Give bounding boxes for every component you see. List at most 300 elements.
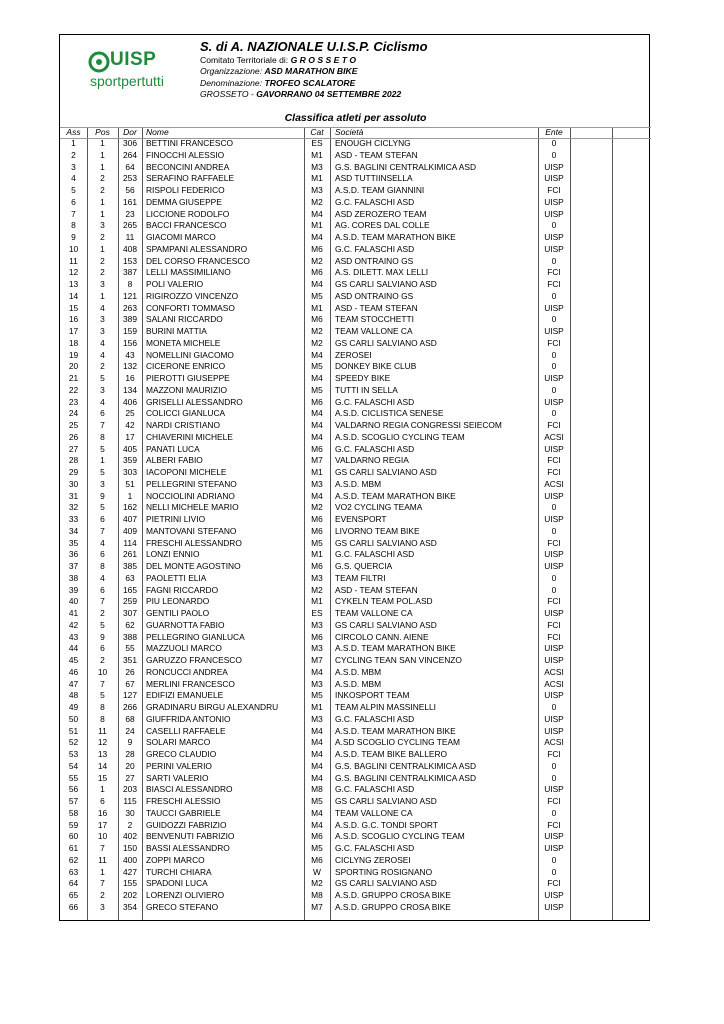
place-date: GAVORRANO 04 SETTEMBRE 2022 xyxy=(256,88,402,99)
cell-societa: CICLYNG ZEROSEI xyxy=(335,854,411,865)
cell-cat: M2 xyxy=(311,878,323,889)
cell-pos: 9 xyxy=(100,490,105,501)
cell-ente: 0 xyxy=(551,572,557,583)
cell-ass: 10 xyxy=(68,243,79,254)
cell-dor: 389 xyxy=(123,314,137,325)
cell-ente: UISP xyxy=(544,232,564,242)
cell-cat: W xyxy=(313,866,321,877)
cell-pos: 7 xyxy=(100,843,105,853)
cell-ass: 27 xyxy=(68,443,79,454)
cell-nome: RONCUCCI ANDREA xyxy=(146,666,228,677)
denomination-label: Denominazione: xyxy=(200,77,263,88)
cell-ass: 64 xyxy=(68,878,79,889)
cell-ente: UISP xyxy=(544,643,564,654)
table-row xyxy=(60,326,651,338)
cell-pos: 8 xyxy=(100,713,105,724)
cell-ass: 39 xyxy=(68,584,79,595)
cell-ente: UISP xyxy=(544,173,564,184)
cell-societa: EVENSPORT xyxy=(335,514,387,524)
cell-nome: FRESCHI ALESSIO xyxy=(146,796,221,806)
cell-dor: 8 xyxy=(127,279,133,289)
table-row xyxy=(60,714,651,726)
cell-ente: 0 xyxy=(551,255,557,266)
cell-ass: 18 xyxy=(68,337,79,348)
cell-societa: VALDARNO REGIA xyxy=(335,455,409,466)
grid-line xyxy=(538,127,539,920)
table-row xyxy=(60,726,651,738)
cell-dor: 156 xyxy=(123,337,137,348)
cell-pos: 6 xyxy=(100,584,105,595)
logo-tagline: sportpertutti xyxy=(90,73,164,89)
cell-pos: 6 xyxy=(100,643,105,654)
cell-pos: 15 xyxy=(97,772,108,783)
cell-pos: 1 xyxy=(100,196,105,207)
cell-cat: M4 xyxy=(311,349,323,360)
cell-ass: 2 xyxy=(71,149,76,160)
cell-ass: 34 xyxy=(68,525,79,536)
table-row xyxy=(60,408,651,420)
cell-dor: 115 xyxy=(123,796,137,806)
cell-dor: 427 xyxy=(123,866,137,877)
cell-societa: G.S. QUERCIA xyxy=(335,561,393,571)
cell-ente: UISP xyxy=(544,196,564,207)
cell-nome: MONETA MICHELE xyxy=(146,337,221,348)
cell-ente: FCI xyxy=(547,619,561,630)
cell-pos: 11 xyxy=(98,725,107,736)
cell-pos: 5 xyxy=(100,443,105,454)
cell-societa: TEAM VALLONE CA xyxy=(335,326,413,336)
column-headers xyxy=(60,127,651,138)
cell-societa: A.S.D. MBM xyxy=(335,478,382,489)
table-row xyxy=(60,291,651,303)
cell-cat: M6 xyxy=(311,525,323,536)
cell-dor: 17 xyxy=(125,431,135,442)
table-row xyxy=(60,549,651,561)
cell-cat: M4 xyxy=(311,760,323,771)
cell-societa: A.S.D. TEAM GIANNINI xyxy=(335,185,425,195)
cell-pos: 8 xyxy=(100,431,105,442)
cell-pos: 2 xyxy=(100,608,105,618)
cell-nome: RISPOLI FEDERICO xyxy=(146,185,225,195)
cell-ente: UISP xyxy=(544,561,564,571)
table-row xyxy=(60,338,651,350)
cell-ass: 43 xyxy=(68,631,79,642)
cell-dor: 303 xyxy=(123,467,137,477)
cell-ente: 0 xyxy=(551,149,557,160)
cell-ente: UISP xyxy=(544,725,564,736)
cell-cat: M3 xyxy=(311,619,323,630)
table-row xyxy=(60,244,651,256)
cell-dor: 134 xyxy=(123,384,137,395)
cell-ass: 26 xyxy=(68,431,79,442)
cell-ass: 3 xyxy=(71,161,76,172)
table-row xyxy=(60,432,651,444)
cell-dor: 25 xyxy=(125,408,135,419)
cell-dor: 114 xyxy=(123,537,137,548)
cell-dor: 11 xyxy=(125,232,135,242)
cell-societa: G.C. FALASCHI ASD xyxy=(335,713,415,724)
cell-ente: UISP xyxy=(544,655,564,665)
cell-cat: M4 xyxy=(311,431,323,442)
cell-dor: 307 xyxy=(123,608,137,618)
cell-cat: M4 xyxy=(311,373,323,383)
col-header-dor: Dor xyxy=(123,127,137,137)
cell-ente: 0 xyxy=(551,314,557,325)
cell-societa: A.S.D. TEAM MARATHON BIKE xyxy=(335,490,456,501)
cell-cat: M4 xyxy=(311,772,323,783)
cell-pos: 10 xyxy=(97,666,108,677)
cell-ente: FCI xyxy=(547,185,561,195)
cell-nome: LONZI ENNIO xyxy=(146,549,200,560)
cell-dor: 155 xyxy=(123,878,137,889)
cell-dor: 165 xyxy=(123,584,137,595)
cell-pos: 6 xyxy=(100,796,105,806)
cell-societa: G.C. FALASCHI ASD xyxy=(335,196,415,207)
cell-ass: 62 xyxy=(68,854,79,865)
table-row xyxy=(60,385,651,397)
table-row xyxy=(60,737,651,749)
cell-pos: 4 xyxy=(100,337,105,348)
cell-cat: M5 xyxy=(311,384,323,395)
cell-nome: LORENZI OLIVIERO xyxy=(146,890,225,900)
cell-ente: ACSI xyxy=(544,478,564,489)
cell-ass: 23 xyxy=(68,396,79,407)
cell-pos: 3 xyxy=(100,384,105,395)
cell-societa: ASD ONTRAINO GS xyxy=(335,290,414,301)
cell-pos: 4 xyxy=(100,572,105,583)
cell-cat: M3 xyxy=(311,713,323,724)
grid-line xyxy=(330,127,331,920)
cell-nome: MAZZUOLI MARCO xyxy=(146,643,222,654)
cell-dor: 62 xyxy=(125,619,135,630)
cell-dor: 67 xyxy=(125,678,135,689)
cell-cat: M5 xyxy=(311,690,323,701)
cell-ente: FCI xyxy=(547,819,561,830)
cell-cat: M3 xyxy=(311,678,323,689)
cell-ente: ACSI xyxy=(544,678,564,689)
logo-brand: UISP xyxy=(110,49,157,70)
uisp-logo xyxy=(88,49,178,99)
cell-nome: BACCI FRANCESCO xyxy=(146,220,227,231)
col-header-societa: Società xyxy=(335,127,364,137)
cell-nome: NELLI MICHELE MARIO xyxy=(146,502,239,513)
cell-ass: 52 xyxy=(68,737,79,748)
cell-pos: 4 xyxy=(100,302,105,313)
grid-line xyxy=(60,138,651,139)
cell-ente: UISP xyxy=(544,843,564,853)
table-row xyxy=(60,162,651,174)
cell-nome: GIUFFRIDA ANTONIO xyxy=(146,713,231,724)
cell-ass: 19 xyxy=(68,349,79,360)
cell-societa: INKOSPORT TEAM xyxy=(335,690,410,701)
cell-ente: 0 xyxy=(551,408,557,419)
cell-pos: 8 xyxy=(100,561,105,571)
cell-ente: UISP xyxy=(544,608,564,618)
cell-societa: SPORTING ROSIGNANO xyxy=(335,866,433,877)
cell-nome: PANATI LUCA xyxy=(146,443,200,454)
cell-ente: ACSI xyxy=(544,431,564,442)
grid-line xyxy=(60,127,651,128)
cell-cat: M6 xyxy=(311,631,323,642)
cell-nome: PAOLETTI ELIA xyxy=(146,572,207,583)
cell-cat: M3 xyxy=(311,478,323,489)
cell-pos: 6 xyxy=(100,549,105,560)
cell-societa: SPEEDY BIKE xyxy=(335,373,391,383)
table-row xyxy=(60,526,651,538)
cell-ass: 13 xyxy=(68,279,79,289)
cell-pos: 4 xyxy=(100,396,105,407)
cell-societa: A.S.D. SCOGLIO CYCLING TEAM xyxy=(335,831,465,842)
cell-cat: M1 xyxy=(311,702,323,712)
cell-pos: 6 xyxy=(100,514,105,524)
cell-dor: 259 xyxy=(123,596,137,607)
cell-societa: GS CARLI SALVIANO ASD xyxy=(335,337,437,348)
cell-cat: M1 xyxy=(311,220,323,231)
cell-ente: FCI xyxy=(547,455,561,466)
cell-nome: GRECO CLAUDIO xyxy=(146,749,217,759)
cell-societa: ASD - TEAM STEFAN xyxy=(335,584,418,595)
table-row xyxy=(60,573,651,585)
cell-nome: NOMELLINI GIACOMO xyxy=(146,349,234,360)
cell-dor: 388 xyxy=(123,631,137,642)
cell-pos: 1 xyxy=(100,149,105,160)
table-row xyxy=(60,455,651,467)
cell-dor: 121 xyxy=(123,290,137,301)
cell-ente: UISP xyxy=(544,161,564,172)
cell-ente: FCI xyxy=(547,596,561,607)
cell-cat: M6 xyxy=(311,514,323,524)
cell-pos: 2 xyxy=(100,255,105,266)
cell-societa: G.C. FALASCHI ASD xyxy=(335,396,415,407)
grid-line xyxy=(142,127,143,920)
cell-dor: 263 xyxy=(123,302,137,313)
cell-ente: UISP xyxy=(544,490,564,501)
table-row xyxy=(60,596,651,608)
cell-societa: A.S.D. CICLISTICA SENESE xyxy=(335,408,444,419)
table-row xyxy=(60,690,651,702)
table-title: Classifica atleti per assoluto xyxy=(284,112,427,124)
cell-ente: UISP xyxy=(544,784,564,795)
cell-societa: A.S.D. G.C. TONDI SPORT xyxy=(335,819,438,830)
cell-cat: M4 xyxy=(311,666,323,677)
cell-ente: 0 xyxy=(551,584,557,595)
cell-pos: 16 xyxy=(97,807,108,818)
cell-ass: 61 xyxy=(68,843,79,853)
cell-cat: M4 xyxy=(311,490,323,501)
cell-ente: UISP xyxy=(544,302,564,313)
cell-ass: 38 xyxy=(68,572,79,583)
cell-nome: FINOCCHI ALESSIO xyxy=(146,149,225,160)
cell-cat: M4 xyxy=(311,749,323,759)
document-header xyxy=(200,39,640,100)
cell-dor: 2 xyxy=(127,819,133,830)
cell-societa: A.S.D. GRUPPO CROSA BIKE xyxy=(335,890,451,900)
cell-nome: GUARNOTTA FABIO xyxy=(146,619,225,630)
cell-ass: 53 xyxy=(68,749,79,759)
cell-societa: A.S.D. GRUPPO CROSA BIKE xyxy=(335,901,451,912)
cell-dor: 408 xyxy=(123,243,137,254)
cell-ass: 47 xyxy=(68,678,79,689)
table-row xyxy=(60,138,651,150)
cell-cat: M6 xyxy=(311,831,323,842)
cell-ente: 0 xyxy=(551,772,557,783)
cell-nome: BIASCI ALESSANDRO xyxy=(146,784,233,795)
organization-value: ASD MARATHON BIKE xyxy=(264,66,358,77)
cell-ass: 50 xyxy=(68,713,79,724)
cell-pos: 5 xyxy=(100,467,105,477)
cell-nome: GENTILI PAOLO xyxy=(146,608,210,618)
cell-ass: 46 xyxy=(68,666,79,677)
cell-dor: 28 xyxy=(125,749,135,759)
cell-societa: ASD ZEROZERO TEAM xyxy=(335,208,427,219)
cell-dor: 351 xyxy=(123,655,137,665)
table-row xyxy=(60,279,651,291)
cell-pos: 2 xyxy=(100,267,105,278)
cell-societa: TUTTI IN SELLA xyxy=(335,384,398,395)
table-row xyxy=(60,267,651,279)
cell-dor: 24 xyxy=(125,725,135,736)
cell-ente: FCI xyxy=(547,631,561,642)
cell-dor: 265 xyxy=(123,220,137,231)
cell-ass: 30 xyxy=(68,478,79,489)
cell-dor: 405 xyxy=(123,443,137,454)
cell-cat: M3 xyxy=(311,161,323,172)
grid-line xyxy=(570,127,571,920)
cell-ass: 15 xyxy=(68,302,79,313)
cell-ass: 55 xyxy=(68,772,79,783)
cell-ass: 63 xyxy=(68,866,79,877)
table-row xyxy=(60,902,651,914)
cell-nome: TAUCCI GABRIELE xyxy=(146,807,221,818)
cell-dor: 56 xyxy=(125,185,135,195)
location-label: GROSSETO - xyxy=(200,88,257,99)
cell-nome: ZOPPI MARCO xyxy=(146,854,205,865)
cell-nome: PELLEGRINI STEFANO xyxy=(146,478,237,489)
cell-ente: UISP xyxy=(544,208,564,219)
cell-pos: 14 xyxy=(97,760,108,771)
cell-ass: 48 xyxy=(68,690,79,701)
cell-nome: GRECO STEFANO xyxy=(146,901,219,912)
grid-line xyxy=(612,127,613,920)
table-row xyxy=(60,314,651,326)
cell-societa: CYCLING TEAN SAN VINCENZO xyxy=(335,655,462,665)
cell-nome: SARTI VALERIO xyxy=(146,772,209,783)
cell-pos: 1 xyxy=(100,866,105,877)
table-row xyxy=(60,702,651,714)
cell-cat: M1 xyxy=(311,149,323,160)
cell-societa: DONKEY BIKE CLUB xyxy=(335,361,417,372)
table-row xyxy=(60,197,651,209)
cell-ente: 0 xyxy=(551,290,557,301)
cell-nome: GARUZZO FRANCESCO xyxy=(146,655,242,665)
cell-societa: GS CARLI SALVIANO ASD xyxy=(335,279,437,289)
cell-societa: TEAM FILTRI xyxy=(335,572,386,583)
results-table xyxy=(60,138,651,914)
cell-dor: 55 xyxy=(125,643,135,654)
cell-societa: ASD TUTTIINSELLA xyxy=(335,173,413,184)
cell-nome: GRISELLI ALESSANDRO xyxy=(146,396,243,407)
cell-cat: M4 xyxy=(311,737,323,748)
cell-ente: 0 xyxy=(551,349,557,360)
cell-nome: GUIDOZZI FABRIZIO xyxy=(146,819,227,830)
cell-ass: 7 xyxy=(71,208,76,219)
table-row xyxy=(60,420,651,432)
cell-nome: IACOPONI MICHELE xyxy=(146,467,227,477)
col-header-nome: Nome xyxy=(146,127,169,137)
table-row xyxy=(60,773,651,785)
cell-pos: 2 xyxy=(100,173,105,184)
cell-cat: M1 xyxy=(311,302,323,313)
cell-cat: M2 xyxy=(311,337,323,348)
cell-pos: 2 xyxy=(100,890,105,900)
cell-dor: 159 xyxy=(123,326,137,336)
cell-cat: ES xyxy=(311,608,323,618)
cell-pos: 10 xyxy=(97,831,108,842)
cell-nome: POLI VALERIO xyxy=(146,279,204,289)
cell-cat: M8 xyxy=(311,890,323,900)
cell-nome: DEL MONTE AGOSTINO xyxy=(146,561,241,571)
cell-ente: FCI xyxy=(547,749,561,759)
table-row xyxy=(60,632,651,644)
cell-nome: BECONCINI ANDREA xyxy=(146,161,230,172)
cell-nome: SPAMPANI ALESSANDRO xyxy=(146,243,248,254)
cell-pos: 1 xyxy=(100,161,105,172)
cell-societa: VO2 CYCLING TEAMA xyxy=(335,502,423,513)
table-row xyxy=(60,538,651,550)
cell-ente: 0 xyxy=(551,220,557,231)
cell-societa: TEAM VALLONE CA xyxy=(335,608,413,618)
cell-cat: M2 xyxy=(311,255,323,266)
cell-dor: 64 xyxy=(125,161,135,172)
cell-ente: UISP xyxy=(544,396,564,407)
cell-dor: 354 xyxy=(123,901,137,912)
cell-dor: 162 xyxy=(123,502,137,513)
col-header-pos: Pos xyxy=(95,127,110,137)
cell-dor: 203 xyxy=(123,784,137,795)
cell-cat: M2 xyxy=(311,196,323,207)
col-header-ente: Ente xyxy=(545,127,563,137)
table-row xyxy=(60,655,651,667)
cell-dor: 51 xyxy=(125,478,135,489)
cell-dor: 261 xyxy=(123,549,137,560)
cell-pos: 3 xyxy=(100,314,105,325)
cell-cat: M5 xyxy=(311,290,323,301)
table-row xyxy=(60,667,651,679)
table-row xyxy=(60,585,651,597)
cell-cat: M7 xyxy=(311,455,323,466)
cell-nome: MERLINI FRANCESCO xyxy=(146,678,235,689)
cell-dor: 42 xyxy=(125,420,135,430)
cell-ass: 37 xyxy=(68,561,79,571)
cell-ente: UISP xyxy=(544,373,564,383)
cell-cat: M4 xyxy=(311,232,323,242)
cell-societa: ZEROSEI xyxy=(335,349,372,360)
cell-societa: G.C. FALASCHI ASD xyxy=(335,549,415,560)
cell-ass: 6 xyxy=(71,196,76,207)
cell-cat: M4 xyxy=(311,279,323,289)
table-row xyxy=(60,209,651,221)
cell-pos: 3 xyxy=(100,220,105,231)
cell-ass: 11 xyxy=(69,255,78,266)
cell-nome: CICERONE ENRICO xyxy=(146,361,226,372)
cell-cat: M1 xyxy=(311,596,323,607)
cell-societa: ASD - TEAM STEFAN xyxy=(335,149,418,160)
cell-ente: ACSI xyxy=(544,737,564,748)
cell-dor: 23 xyxy=(125,208,135,219)
cell-nome: PIETRINI LIVIO xyxy=(146,514,206,524)
table-row xyxy=(60,350,651,362)
cell-cat: M1 xyxy=(311,173,323,184)
